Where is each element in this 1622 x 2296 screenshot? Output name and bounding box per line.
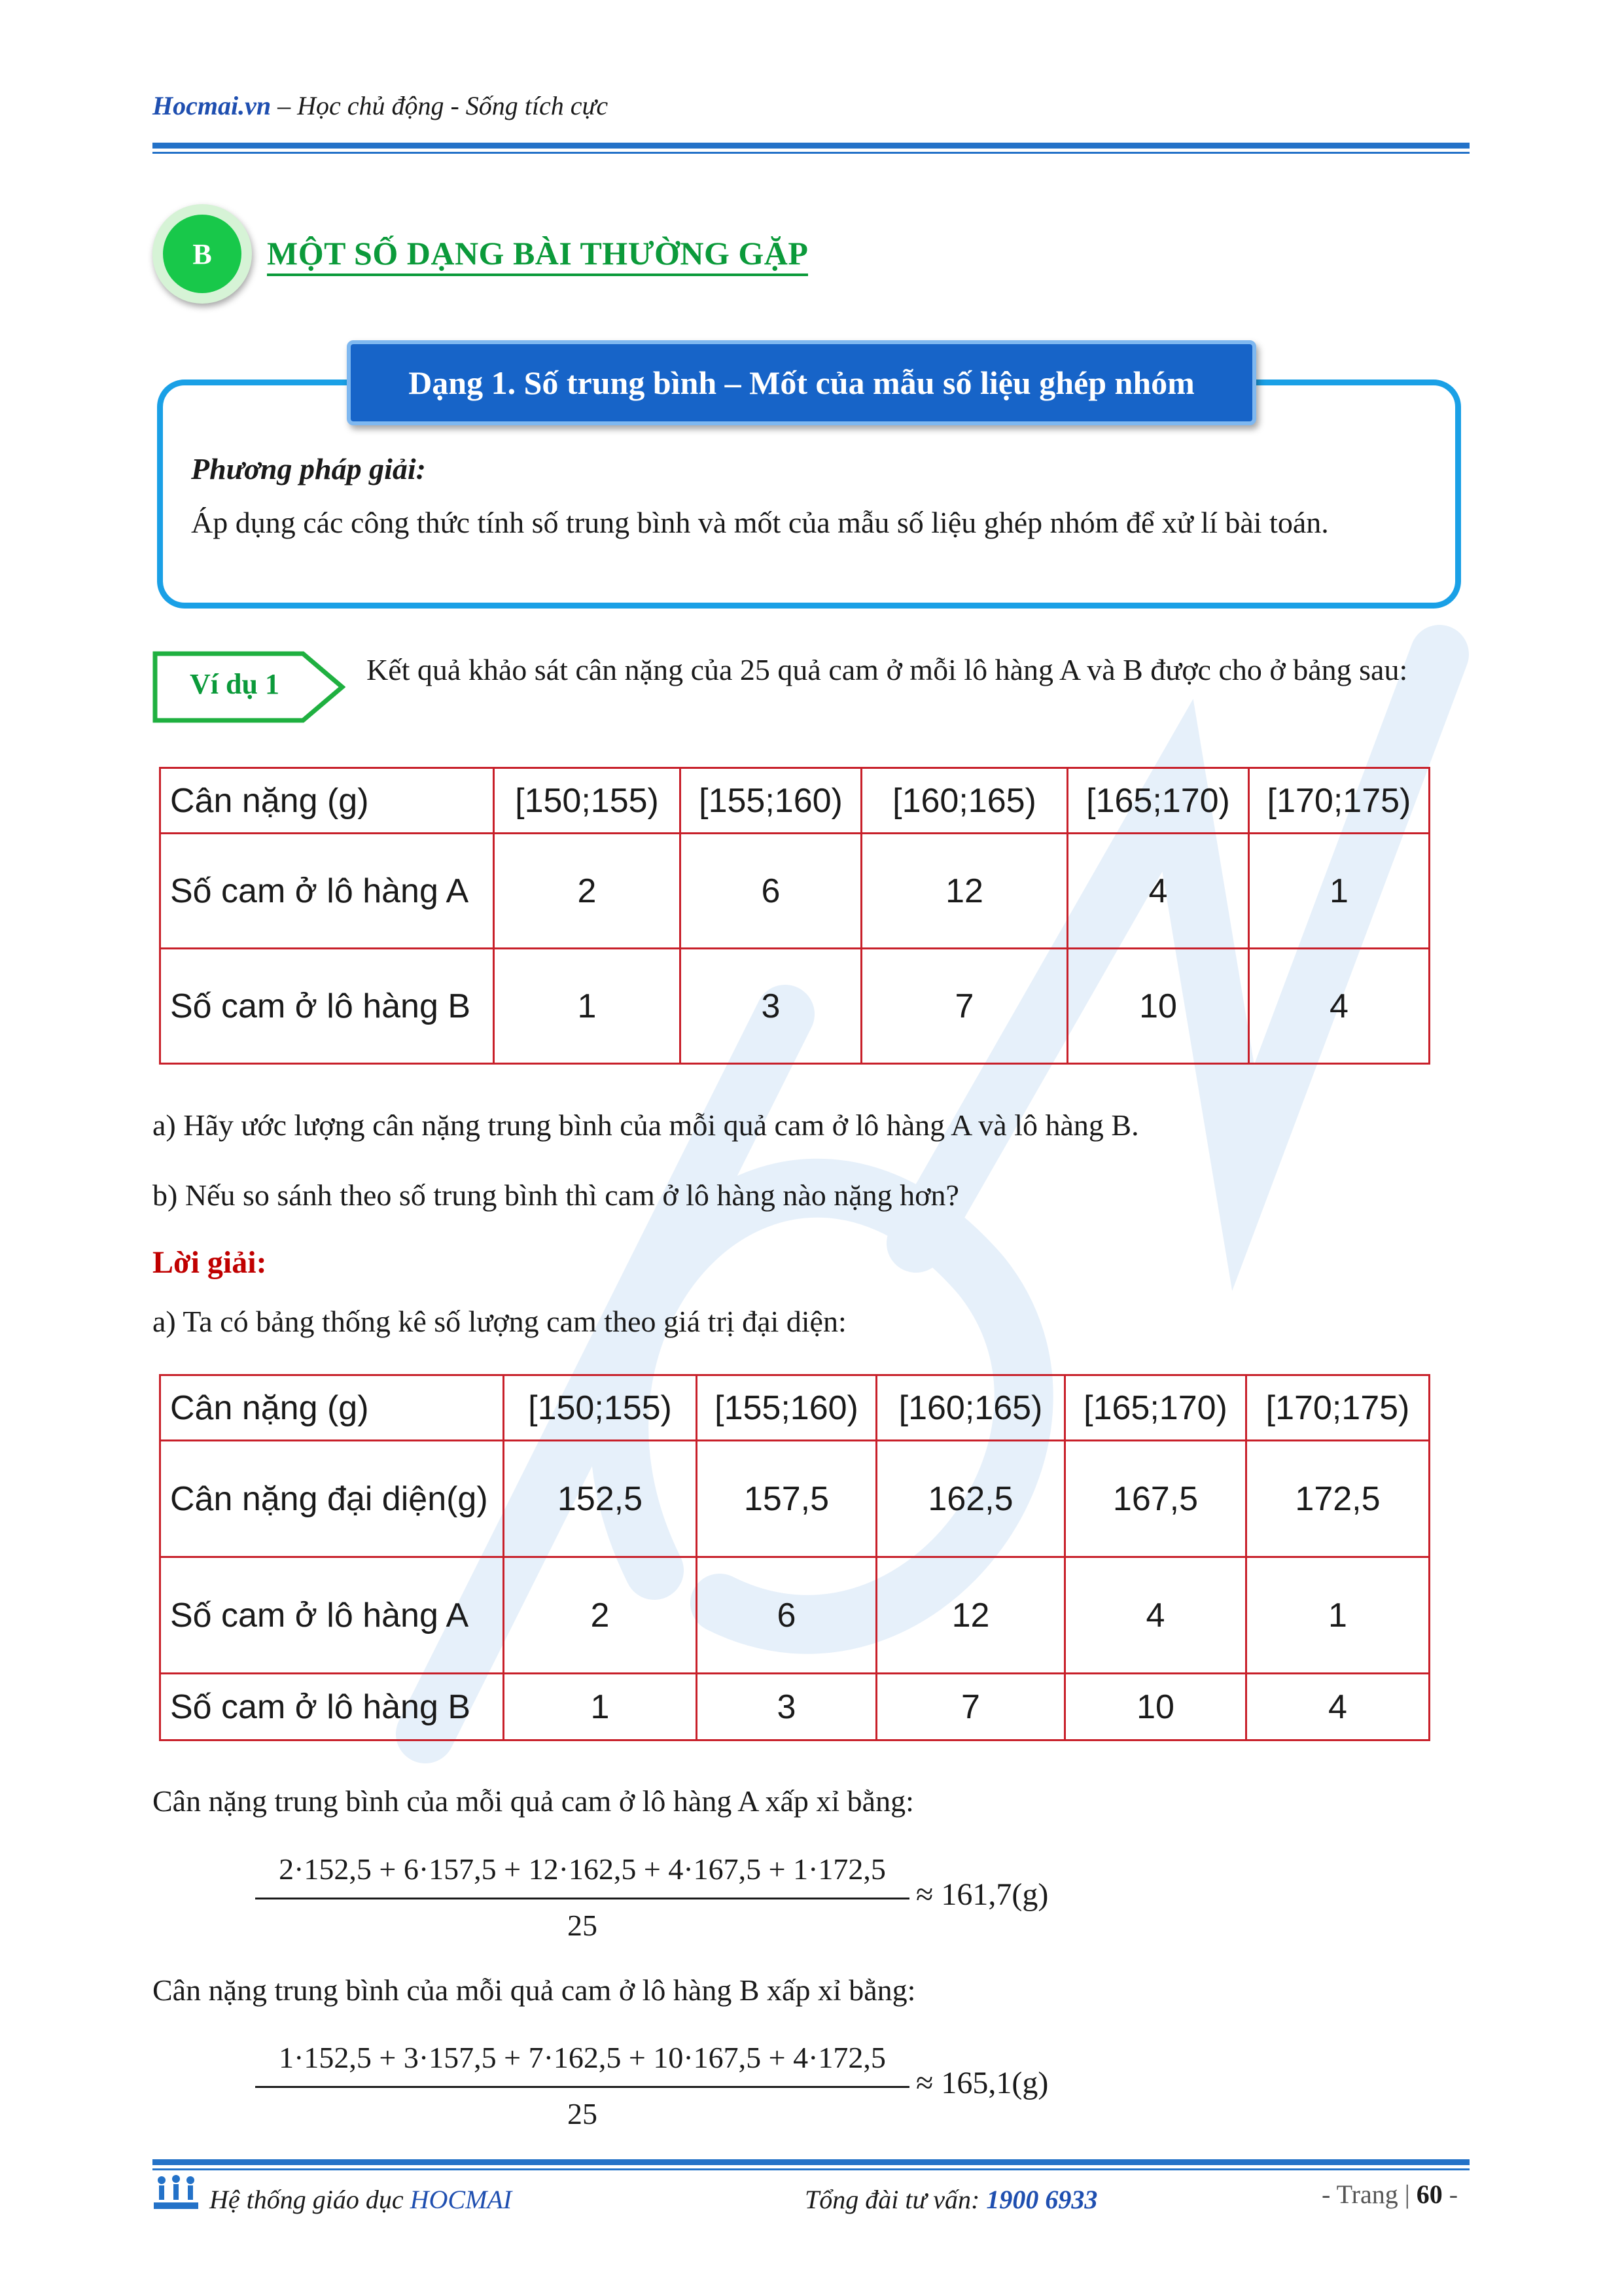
footer-hotline-label: Tổng đài tư vấn: [805, 2185, 987, 2214]
table-cell: 6 [680, 834, 862, 949]
table-row [160, 1557, 1430, 1674]
table-cell: 10 [1068, 949, 1249, 1064]
table-cell: 10 [1065, 1674, 1246, 1740]
fraction-bar [255, 1898, 909, 1899]
table-cell: [150;155) [504, 1375, 697, 1441]
table-cell: 172,5 [1246, 1441, 1430, 1557]
table-cell: 1 [504, 1674, 697, 1740]
table-cell: 3 [680, 949, 862, 1064]
table-cell: [165;170) [1068, 768, 1249, 834]
footer-page [1322, 2179, 1458, 2210]
section-badge: B [163, 215, 241, 293]
table-cell: 152,5 [504, 1441, 697, 1557]
table-row [160, 834, 1430, 949]
example-tag: Ví dụ 1 [190, 668, 279, 700]
fraction-result: ≈ 165,1(g) [916, 2066, 1049, 2100]
solution-intro: a) Ta có bảng thống kê số lượng cam theo giá trị đại diện: [152, 1305, 847, 1338]
page-number: 60 [1416, 2180, 1443, 2209]
table-cell: [170;175) [1246, 1375, 1430, 1441]
footer-hotline-number: 1900 6933 [986, 2185, 1098, 2214]
footer-rule [152, 2159, 1470, 2165]
question-a: a) Hãy ước lượng cân nặng trung bình của mỗi quả cam ở lô hàng A và lô hàng B. [152, 1108, 1139, 1142]
table-header-row [160, 1375, 1430, 1441]
table-cell: [155;160) [697, 1375, 877, 1441]
table-cell: [150;155) [494, 768, 680, 834]
fraction-denominator: 25 [567, 2097, 597, 2130]
footer-brand: HOCMAI [410, 2185, 512, 2214]
table-cell: Số cam ở lô hàng A [160, 834, 494, 949]
table-cell: 2 [504, 1557, 697, 1674]
fraction-numerator: 1·152,5 + 3·157,5 + 7·162,5 + 10·167,5 + 4·172,5 [279, 2041, 886, 2074]
table-cell: [160;165) [862, 768, 1068, 834]
footer-left [209, 2184, 512, 2215]
table-cell: 1 [1246, 1557, 1430, 1674]
table-cell: [165;170) [1065, 1375, 1246, 1441]
mean-a-line: Cân nặng trung bình của mỗi quả cam ở lô hàng A xấp xỉ bằng: [152, 1784, 914, 1818]
fraction-denominator: 25 [567, 1909, 597, 1942]
page-header [152, 90, 608, 121]
table-cell: 1 [494, 949, 680, 1064]
header-rule-thin [152, 152, 1470, 154]
section-title: MỘT SỐ DẠNG BÀI THƯỜNG GẶP [267, 234, 808, 276]
solution-title: Lời giải: [152, 1245, 267, 1280]
table-cell: 12 [862, 834, 1068, 949]
data-table-2 [159, 1374, 1430, 1741]
fraction-bar [255, 2086, 909, 2088]
table-cell: [160;165) [877, 1375, 1065, 1441]
table-cell: [170;175) [1249, 768, 1430, 834]
fraction-result: ≈ 161,7(g) [916, 1877, 1049, 1912]
table-cell: 167,5 [1065, 1441, 1246, 1557]
footer-left-prefix: Hệ thống giáo dục [209, 2185, 410, 2214]
table-cell: Cân nặng (g) [160, 768, 494, 834]
table-row [160, 949, 1430, 1064]
table-cell: Số cam ở lô hàng B [160, 1674, 504, 1740]
table-cell: Cân nặng đại diện(g) [160, 1441, 504, 1557]
table-cell: 12 [877, 1557, 1065, 1674]
table-row [160, 1674, 1430, 1740]
table-cell: 2 [494, 834, 680, 949]
method-text: Áp dụng các công thức tính số trung bình và mốt của mẫu số liệu ghép nhóm để xử lí bài toán. [191, 506, 1329, 539]
table-cell: 157,5 [697, 1441, 877, 1557]
table-cell: 4 [1249, 949, 1430, 1064]
table-cell: 4 [1068, 834, 1249, 949]
table-cell: 3 [697, 1674, 877, 1740]
table-cell: Số cam ở lô hàng A [160, 1557, 504, 1674]
table-cell: 1 [1249, 834, 1430, 949]
footer-hotline [805, 2184, 1097, 2215]
fraction-numerator: 2·152,5 + 6·157,5 + 12·162,5 + 4·167,5 + 1·172,5 [279, 1852, 886, 1886]
table-cell: 4 [1246, 1674, 1430, 1740]
footer-page-suffix: - [1442, 2180, 1458, 2209]
footer-rule-thin [152, 2168, 1470, 2170]
method-banner: Dạng 1. Số trung bình – Mốt của mẫu số liệu ghép nhóm [347, 340, 1256, 425]
table-cell: 6 [697, 1557, 877, 1674]
table-cell: Số cam ở lô hàng B [160, 949, 494, 1064]
table-cell: 7 [877, 1674, 1065, 1740]
example-intro: Kết quả khảo sát cân nặng của 25 quả cam ở mỗi lô hàng A và B được cho ở bảng sau: [366, 653, 1408, 686]
header-slogan: – Học chủ động - Sống tích cực [271, 91, 608, 120]
method-label: Phương pháp giải: [191, 452, 426, 486]
table-cell: Cân nặng (g) [160, 1375, 504, 1441]
table-cell: 162,5 [877, 1441, 1065, 1557]
footer-page-label: - Trang | [1322, 2180, 1417, 2209]
question-b: b) Nếu so sánh theo số trung bình thì cam ở lô hàng nào nặng hơn? [152, 1178, 959, 1212]
hocmai-logo-icon [152, 2174, 200, 2213]
table-row [160, 1441, 1430, 1557]
table-header-row [160, 768, 1430, 834]
table-cell: 7 [862, 949, 1068, 1064]
mean-b-line: Cân nặng trung bình của mỗi quả cam ở lô hàng B xấp xỉ bằng: [152, 1973, 916, 2007]
header-rule [152, 143, 1470, 149]
table-cell: [155;160) [680, 768, 862, 834]
header-brand: Hocmai.vn [152, 91, 272, 120]
data-table-1 [159, 767, 1430, 1065]
table-cell: 4 [1065, 1557, 1246, 1674]
